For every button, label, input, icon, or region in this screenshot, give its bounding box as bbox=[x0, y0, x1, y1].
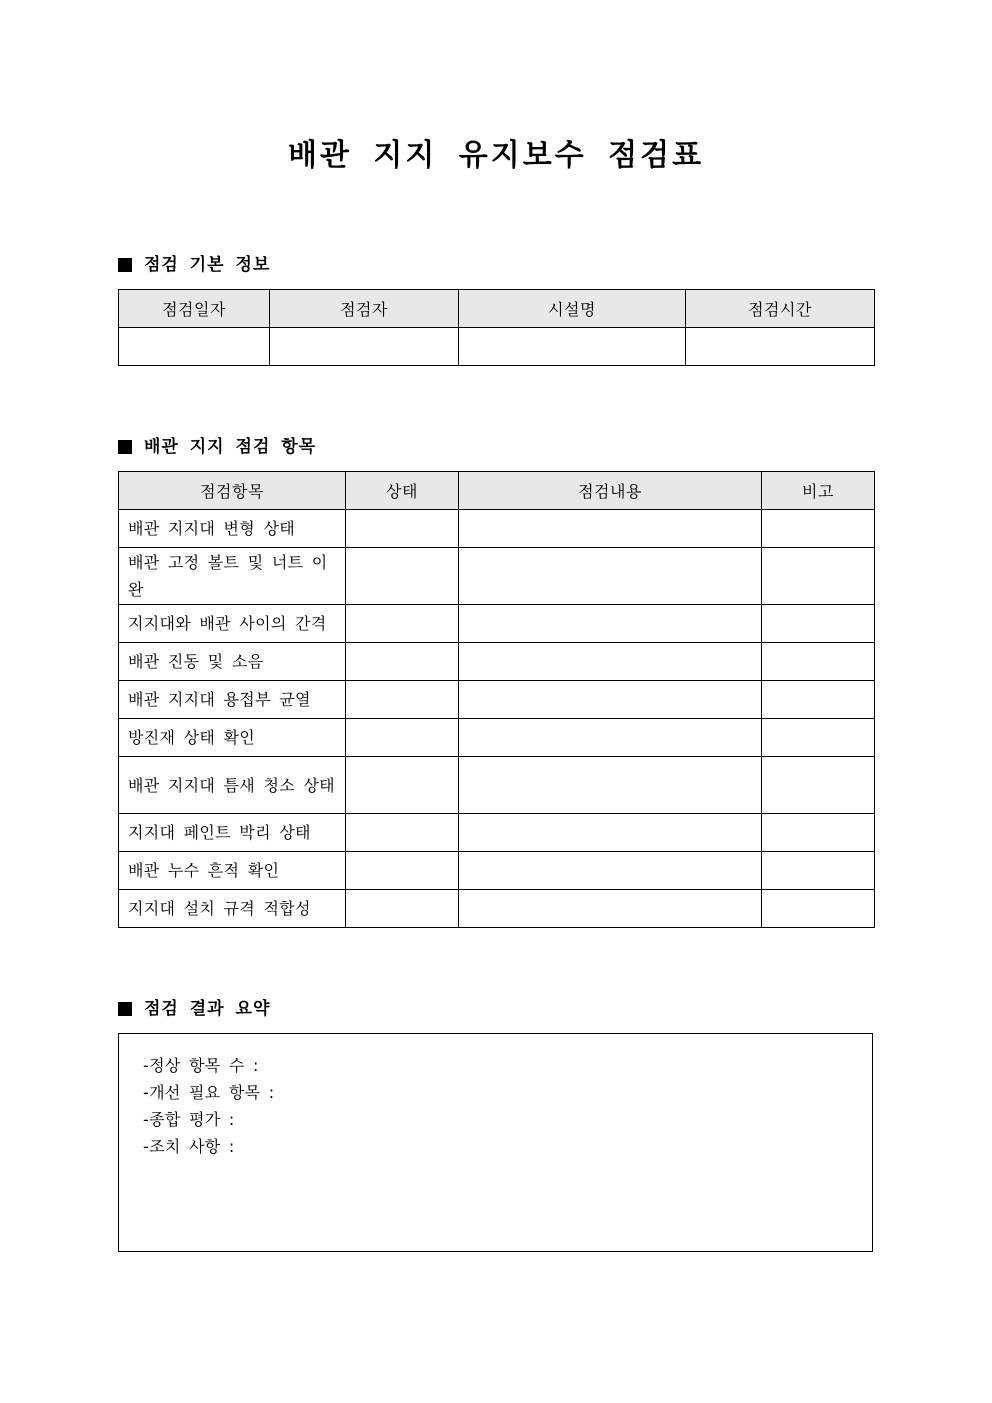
column-header-note: 비고 bbox=[762, 472, 875, 510]
item-label: 배관 지지대 변형 상태 bbox=[119, 510, 346, 548]
section-heading-label: 점검 결과 요약 bbox=[144, 999, 271, 1019]
square-bullet-icon bbox=[118, 440, 132, 454]
summary-overall-evaluation: -종합 평가 : bbox=[143, 1110, 235, 1129]
column-header-inspection-date: 점검일자 bbox=[119, 290, 270, 328]
summary-box[interactable] bbox=[118, 1033, 873, 1252]
status-field[interactable] bbox=[346, 890, 459, 928]
status-field[interactable] bbox=[346, 548, 459, 605]
table-row bbox=[119, 814, 875, 852]
note-field[interactable] bbox=[762, 757, 875, 814]
item-label: 지지대와 배관 사이의 간격 bbox=[119, 605, 346, 643]
item-label: 배관 진동 및 소음 bbox=[119, 643, 346, 681]
status-field[interactable] bbox=[346, 643, 459, 681]
summary-action-items: -조치 사항 : bbox=[143, 1137, 235, 1156]
note-field[interactable] bbox=[762, 681, 875, 719]
table-row bbox=[119, 757, 875, 814]
item-label: 지지대 페인트 박리 상태 bbox=[119, 814, 346, 852]
summary-normal-count: -정상 항목 수 : bbox=[143, 1056, 259, 1075]
status-field[interactable] bbox=[346, 814, 459, 852]
square-bullet-icon bbox=[118, 258, 132, 272]
section-heading-summary bbox=[118, 997, 270, 1021]
table-header-row bbox=[119, 290, 875, 328]
content-field[interactable] bbox=[459, 719, 762, 757]
content-field[interactable] bbox=[459, 814, 762, 852]
content-field[interactable] bbox=[459, 890, 762, 928]
basic-info-table bbox=[118, 289, 875, 366]
table-row bbox=[119, 510, 875, 548]
item-label: 방진재 상태 확인 bbox=[119, 719, 346, 757]
content-field[interactable] bbox=[459, 852, 762, 890]
table-row bbox=[119, 605, 875, 643]
status-field[interactable] bbox=[346, 681, 459, 719]
facility-name-field[interactable] bbox=[459, 328, 686, 366]
note-field[interactable] bbox=[762, 852, 875, 890]
content-field[interactable] bbox=[459, 605, 762, 643]
note-field[interactable] bbox=[762, 890, 875, 928]
inspection-date-field[interactable] bbox=[119, 328, 270, 366]
item-label: 배관 고정 볼트 및 너트 이완 bbox=[119, 548, 346, 605]
table-row bbox=[119, 852, 875, 890]
item-label: 배관 지지대 용접부 균열 bbox=[119, 681, 346, 719]
column-header-content: 점검내용 bbox=[459, 472, 762, 510]
section-heading-label: 점검 기본 정보 bbox=[144, 255, 271, 275]
table-row bbox=[119, 890, 875, 928]
status-field[interactable] bbox=[346, 719, 459, 757]
section-heading-label: 배관 지지 점검 항목 bbox=[144, 437, 317, 457]
inspection-time-field[interactable] bbox=[686, 328, 875, 366]
content-field[interactable] bbox=[459, 510, 762, 548]
summary-improvement-items: -개선 필요 항목 : bbox=[143, 1083, 275, 1102]
status-field[interactable] bbox=[346, 510, 459, 548]
content-field[interactable] bbox=[459, 548, 762, 605]
status-field[interactable] bbox=[346, 757, 459, 814]
status-field[interactable] bbox=[346, 852, 459, 890]
section-heading-basic-info bbox=[118, 253, 270, 277]
column-header-facility-name: 시설명 bbox=[459, 290, 686, 328]
content-field[interactable] bbox=[459, 643, 762, 681]
note-field[interactable] bbox=[762, 643, 875, 681]
item-label: 배관 지지대 틈새 청소 상태 bbox=[119, 757, 346, 814]
column-header-inspector: 점검자 bbox=[270, 290, 459, 328]
table-row bbox=[119, 719, 875, 757]
note-field[interactable] bbox=[762, 814, 875, 852]
column-header-item: 점검항목 bbox=[119, 472, 346, 510]
note-field[interactable] bbox=[762, 548, 875, 605]
note-field[interactable] bbox=[762, 719, 875, 757]
column-header-inspection-time: 점검시간 bbox=[686, 290, 875, 328]
content-field[interactable] bbox=[459, 757, 762, 814]
table-row bbox=[119, 328, 875, 366]
document-title: 배관 지지 유지보수 점검표 bbox=[287, 138, 705, 173]
note-field[interactable] bbox=[762, 605, 875, 643]
table-row bbox=[119, 548, 875, 605]
item-label: 배관 누수 흔적 확인 bbox=[119, 852, 346, 890]
square-bullet-icon bbox=[118, 1002, 132, 1016]
section-heading-inspection-items bbox=[118, 435, 316, 459]
note-field[interactable] bbox=[762, 510, 875, 548]
status-field[interactable] bbox=[346, 605, 459, 643]
item-label: 지지대 설치 규격 적합성 bbox=[119, 890, 346, 928]
table-header-row bbox=[119, 472, 875, 510]
inspection-items-table bbox=[118, 471, 875, 928]
table-row bbox=[119, 681, 875, 719]
table-row bbox=[119, 643, 875, 681]
content-field[interactable] bbox=[459, 681, 762, 719]
column-header-status: 상태 bbox=[346, 472, 459, 510]
inspector-field[interactable] bbox=[270, 328, 459, 366]
